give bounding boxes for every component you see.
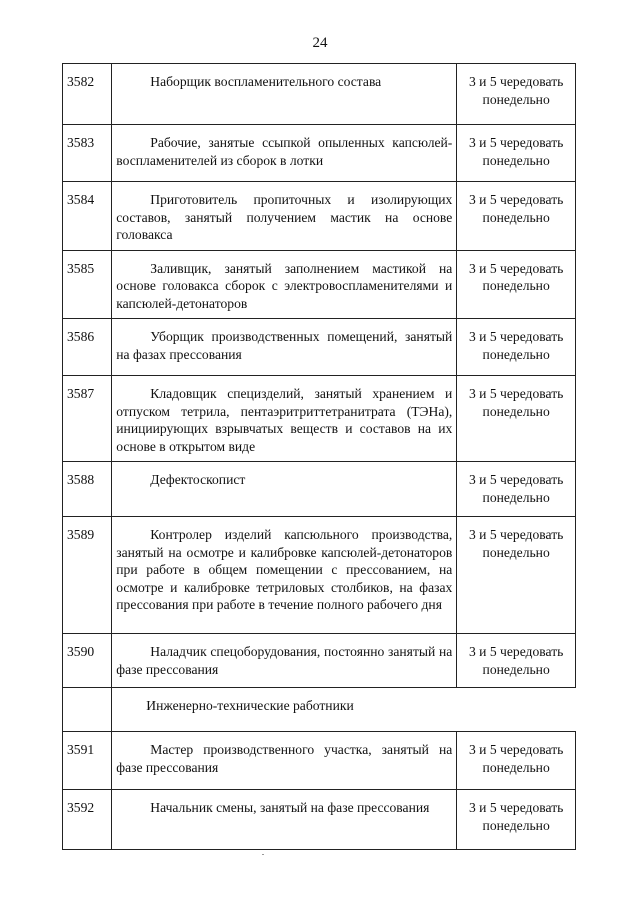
work-regime: 3 и 5 чередовать понедельно — [457, 462, 576, 517]
occupation-name: Рабочие, занятые ссыпкой опыленных капсюлей-воспламенителей из сборок в лотки — [116, 135, 453, 168]
row-number: 3589 — [63, 517, 112, 634]
table-row — [63, 462, 576, 517]
work-regime: 3 и 5 чередовать понедельно — [457, 376, 576, 462]
table-row — [63, 182, 576, 251]
scan-speck — [262, 854, 264, 855]
occupation-name: Кладовщик специзделий, занятый хранением и отпуском тетрила, пентаэритриттетранитрата (ТЭНа), инициирующих взрывчатых веществ и составов на их основе в открытом виде — [116, 386, 453, 454]
occupation-name: Наборщик воспламенительного состава — [150, 74, 382, 89]
occupation-name: Приготовитель пропиточных и изолирующих составов, занятый получением мастик на основе головакса — [116, 192, 453, 242]
occupation-name: Контролер изделий капсюльного производства, занятый на осмотре и калибровке капсюлей-детонаторов при работе в общем помещении с прессованием, на осмотре и калибровке тетриловых столбиков, на фазах прессования при работе в течение полного рабочего дня — [116, 527, 453, 612]
table-row — [63, 64, 576, 125]
occupations-table — [62, 63, 576, 850]
work-regime: 3 и 5 чередовать понедельно — [457, 790, 576, 850]
row-number: 3584 — [63, 182, 112, 251]
row-number: 3582 — [63, 64, 112, 125]
table-row — [63, 250, 576, 319]
row-number: 3586 — [63, 319, 112, 376]
section-row — [63, 688, 576, 732]
occupation-name: Уборщик производственных помещений, занятый на фазах прессования — [116, 329, 453, 362]
work-regime: 3 и 5 чередовать понедельно — [457, 182, 576, 251]
row-number: 3590 — [63, 634, 112, 688]
occupation-name: Начальник смены, занятый на фазе прессования — [150, 800, 430, 815]
work-regime: 3 и 5 чередовать понедельно — [457, 250, 576, 319]
table-row — [63, 634, 576, 688]
table-row — [63, 125, 576, 182]
row-number: 3588 — [63, 462, 112, 517]
work-regime: 3 и 5 чередовать понедельно — [457, 517, 576, 634]
work-regime: 3 и 5 чередовать понедельно — [457, 125, 576, 182]
occupation-name: Мастер производственного участка, занятый на фазе прессования — [116, 742, 453, 775]
occupation-name: Дефектоскопист — [150, 472, 246, 487]
occupation-name: Заливщик, занятый заполнением мастикой на основе головакса сборок с электровоспламенителями и капсюлей-детонаторов — [116, 260, 453, 311]
table-row — [63, 732, 576, 790]
table-row — [63, 376, 576, 462]
section-heading: Инженерно-технические работники — [112, 688, 576, 732]
page-number: 24 — [312, 35, 328, 51]
table-row — [63, 517, 576, 634]
row-number: 3592 — [63, 790, 112, 850]
occupation-name: Наладчик спецоборудования, постоянно занятый на фазе прессования — [116, 644, 453, 677]
table-row — [63, 319, 576, 376]
row-number: 3583 — [63, 125, 112, 182]
work-regime: 3 и 5 чередовать понедельно — [457, 732, 576, 790]
row-number: 3585 — [63, 250, 112, 319]
work-regime: 3 и 5 чередовать понедельно — [457, 634, 576, 688]
work-regime: 3 и 5 чередовать понедельно — [457, 64, 576, 125]
empty-cell — [63, 688, 112, 732]
row-number: 3587 — [63, 376, 112, 462]
table-row — [63, 790, 576, 850]
row-number: 3591 — [63, 732, 112, 790]
work-regime: 3 и 5 чередовать понедельно — [457, 319, 576, 376]
